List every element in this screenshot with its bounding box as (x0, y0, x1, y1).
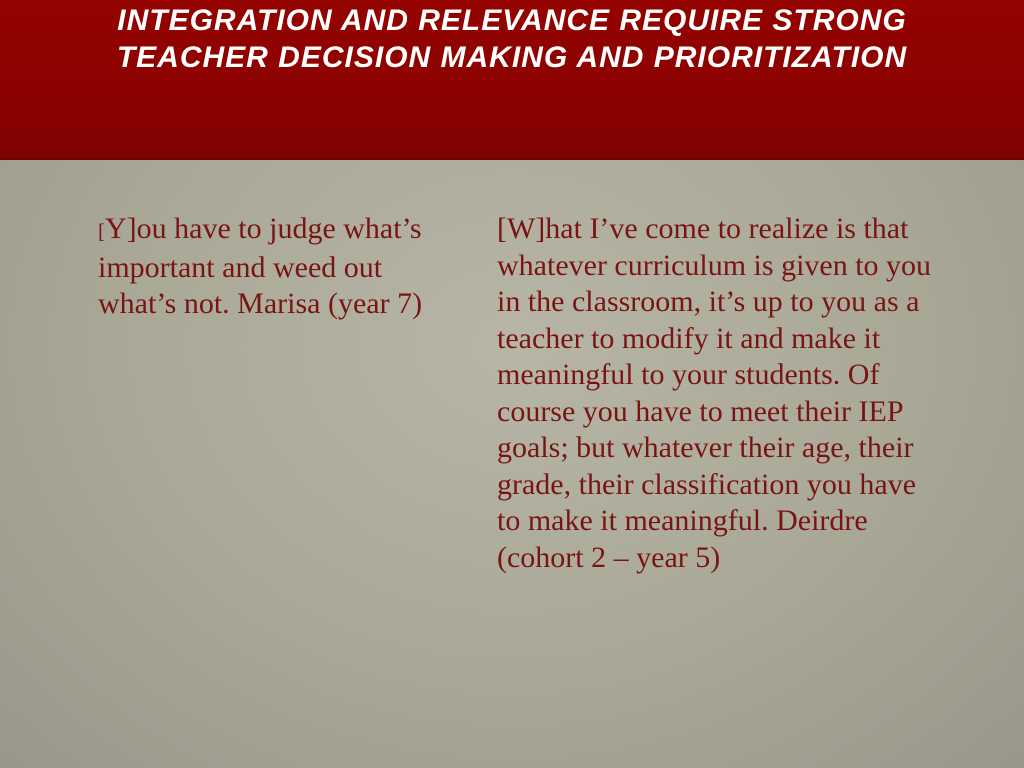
right-quote-attribution: Deirdre (cohort 2 – year 5) (497, 504, 868, 574)
left-quote (98, 211, 428, 323)
title-band (0, 0, 1024, 160)
right-quote (497, 211, 937, 576)
slide-title: INTEGRATION AND RELEVANCE REQUIRE STRONG TEACHER DECISION MAKING AND PRIORITIZATION (116, 4, 908, 74)
left-quote-attribution: Marisa (year 7) (237, 287, 423, 320)
left-quote-bracket: [ (98, 219, 105, 243)
left-quote-text: Y]ou have to judge what’s important and weed out what’s not. (98, 212, 422, 320)
right-quote-text: [W]hat I’ve come to realize is that whatever curriculum is given to you in the classroom, it’s up to you as a teacher to modify it and make it meaningful to your students. Of course you have to meet their IEP goals; but whatever their age, their grade, their classification you have to make it meaningful. (497, 212, 932, 537)
